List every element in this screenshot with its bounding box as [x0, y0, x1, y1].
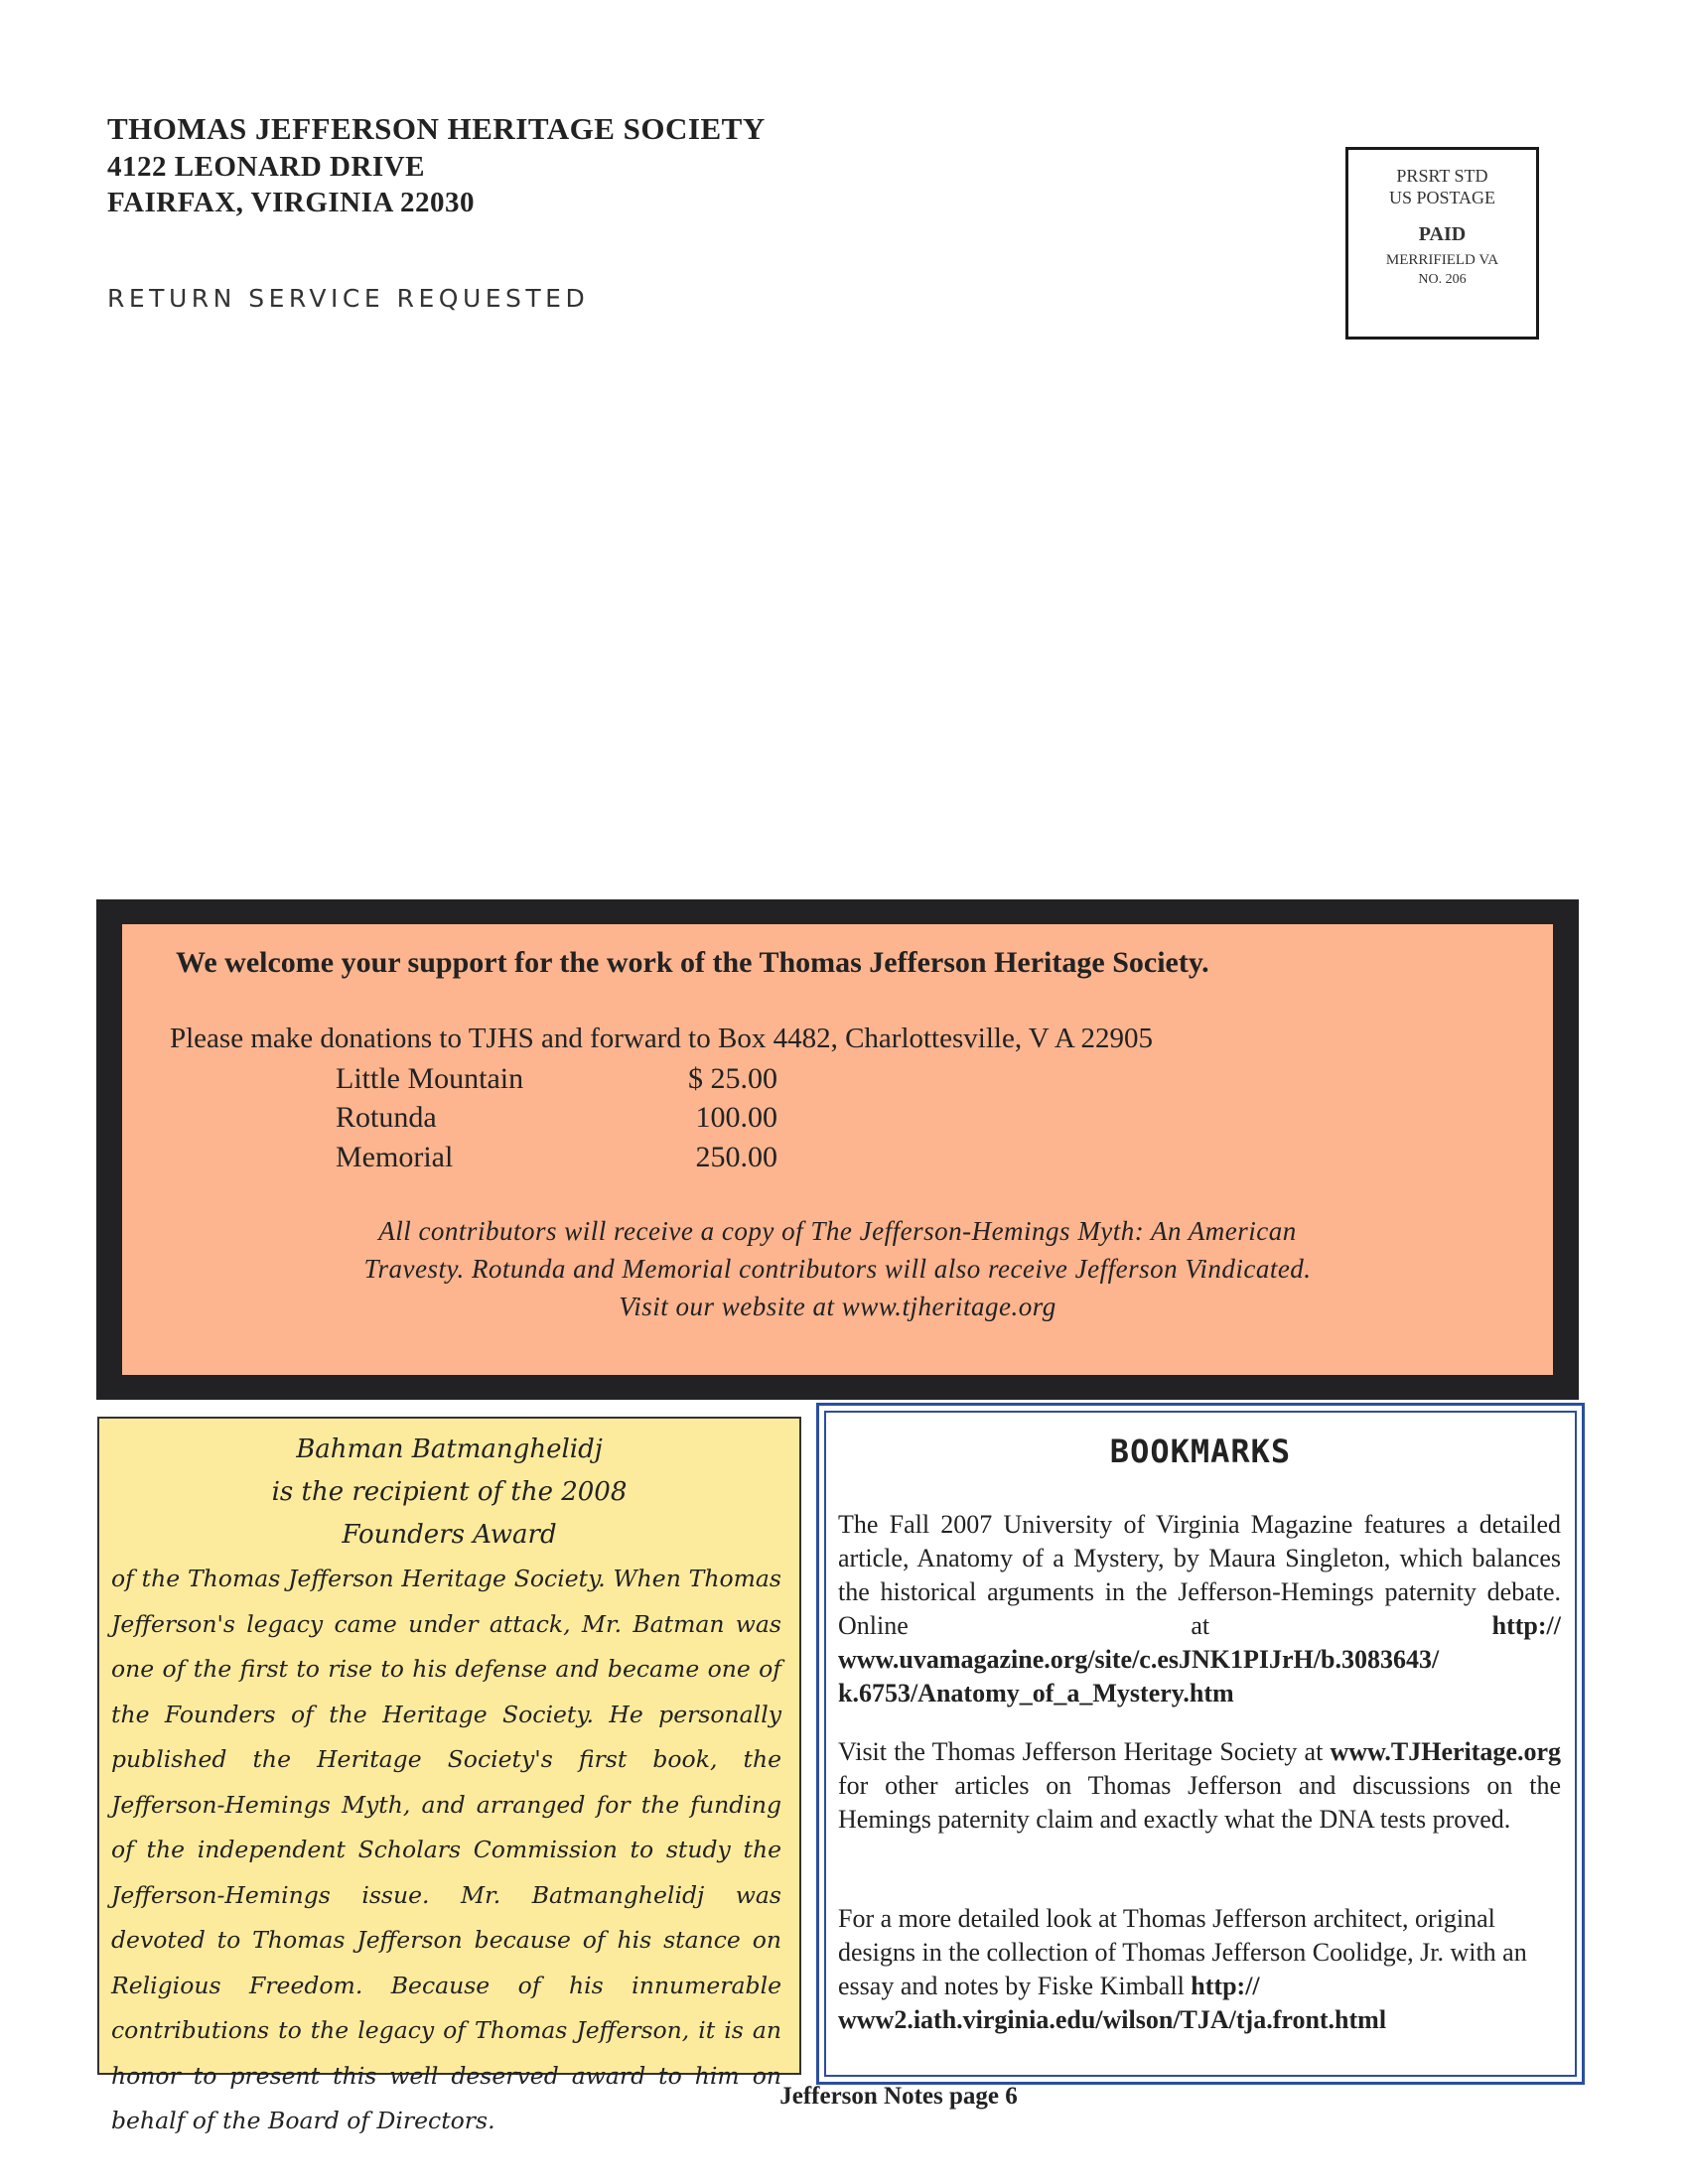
bookmark-text: Visit the Thomas Jefferson Heritage Society at [838, 1737, 1324, 1766]
tier-name: Rotunda [336, 1101, 437, 1134]
page-footer: Jefferson Notes page 6 [779, 2083, 1018, 2110]
sender-street: 4122 LEONARD DRIVE [107, 151, 425, 183]
award-line2: is the recipient of the 2008 [271, 1477, 628, 1507]
support-note [122, 1212, 1553, 1325]
postage-indicia [1345, 147, 1539, 340]
bookmark-text: for other articles on Thomas Jefferson and discussions on the Hemings paternity claim and exactly what the DNA tests proved. [838, 1771, 1561, 1834]
award-header [99, 1429, 799, 1557]
support-note-line3: Visit our website at www.tjheritage.org [619, 1292, 1056, 1321]
postage-line2: US POSTAGE [1388, 188, 1496, 207]
return-service-text: RETURN SERVICE REQUESTED [107, 284, 590, 313]
sender-address [107, 109, 766, 220]
postage-line4: MERRIFIELD VA [1385, 252, 1499, 268]
bookmark-paragraph [838, 1902, 1561, 2037]
tier-name: Little Mountain [336, 1062, 524, 1095]
support-note-line1: All contributors will receive a copy of The Jefferson-Hemings Myth: An American [378, 1216, 1297, 1246]
tier-amount: 250.00 [695, 1141, 777, 1173]
award-recipient-name: Bahman Batmanghelidj [296, 1434, 603, 1464]
support-box [96, 899, 1579, 1400]
bookmark-paragraph [838, 1508, 1561, 1710]
bookmark-link[interactable]: http:// www2.iath.virginia.edu/wilson/TJA/tja.front.html [838, 1972, 1387, 2034]
bookmark-link[interactable]: www.TJHeritage.org [1330, 1737, 1562, 1766]
bookmark-paragraph [838, 1735, 1561, 1837]
support-note-line2: Travesty. Rotunda and Memorial contributors will also receive Jefferson Vindicated. [363, 1254, 1312, 1284]
sender-org: THOMAS JEFFERSON HERITAGE SOCIETY [107, 111, 766, 146]
bookmarks-box [816, 1403, 1585, 2085]
award-body: of the Thomas Jefferson Heritage Society. When Thomas Jefferson's legacy came under attack, Mr. Batman was one of the first to rise to his defense and became one of the Founders of the Heritage Society. He personally published the Heritage Society's first book, the Jefferson-Hemings Myth, and arranged for the funding of the independent Scholars Commission to study the Jefferson-Hemings issue. Mr. Batmanghelidj was devoted to Thomas Jefferson because of his stance on Religious Freedom. Because of his innumerable contributions to the legacy of Thomas Jefferson, it is an honor to present this well deserved award to him on behalf of the Board of Directors. [111, 1565, 781, 2134]
postage-line5: NO. 206 [1418, 272, 1467, 287]
support-welcome: We welcome your support for the work of the Thomas Jefferson Heritage Society. [176, 946, 1209, 979]
bookmark-text: The Fall 2007 University of Virginia Magazine features a detailed article, Anatomy of a Mystery, by Maura Singleton, which balances the historical arguments in the Jefferson-Hemings paternity debate. Online at [838, 1510, 1561, 1640]
tier-amount: 100.00 [695, 1101, 777, 1134]
postage-line3: PAID [1418, 223, 1467, 245]
bookmark-text: For a more detailed look at Thomas Jefferson architect, original designs in the collection of Thomas Jefferson Coolidge, Jr. with an essay and notes by Fiske Kimball [838, 1904, 1527, 2000]
founders-award-box [97, 1417, 801, 2134]
postage-line1: PRSRT STD [1396, 166, 1488, 186]
tier-amount: $ 25.00 [688, 1062, 777, 1095]
support-box-inner [122, 924, 1553, 1375]
support-donate: Please make donations to TJHS and forward to Box 4482, Charlottesville, V A 22905 [170, 1023, 1153, 1054]
bookmarks-inner [824, 1411, 1577, 2077]
bookmarks-title: BOOKMARKS [1109, 1433, 1292, 1470]
sender-city: FAIRFAX, VIRGINIA 22030 [107, 187, 475, 218]
bookmark-link[interactable]: http:// www.uvamagazine.org/site/c.esJNK1PIJrH/b.3083643/ k.6753/Anatomy_of_a_Mystery.htm [838, 1611, 1561, 1707]
award-title: Founders Award [342, 1520, 557, 1550]
tier-name: Memorial [336, 1141, 454, 1173]
